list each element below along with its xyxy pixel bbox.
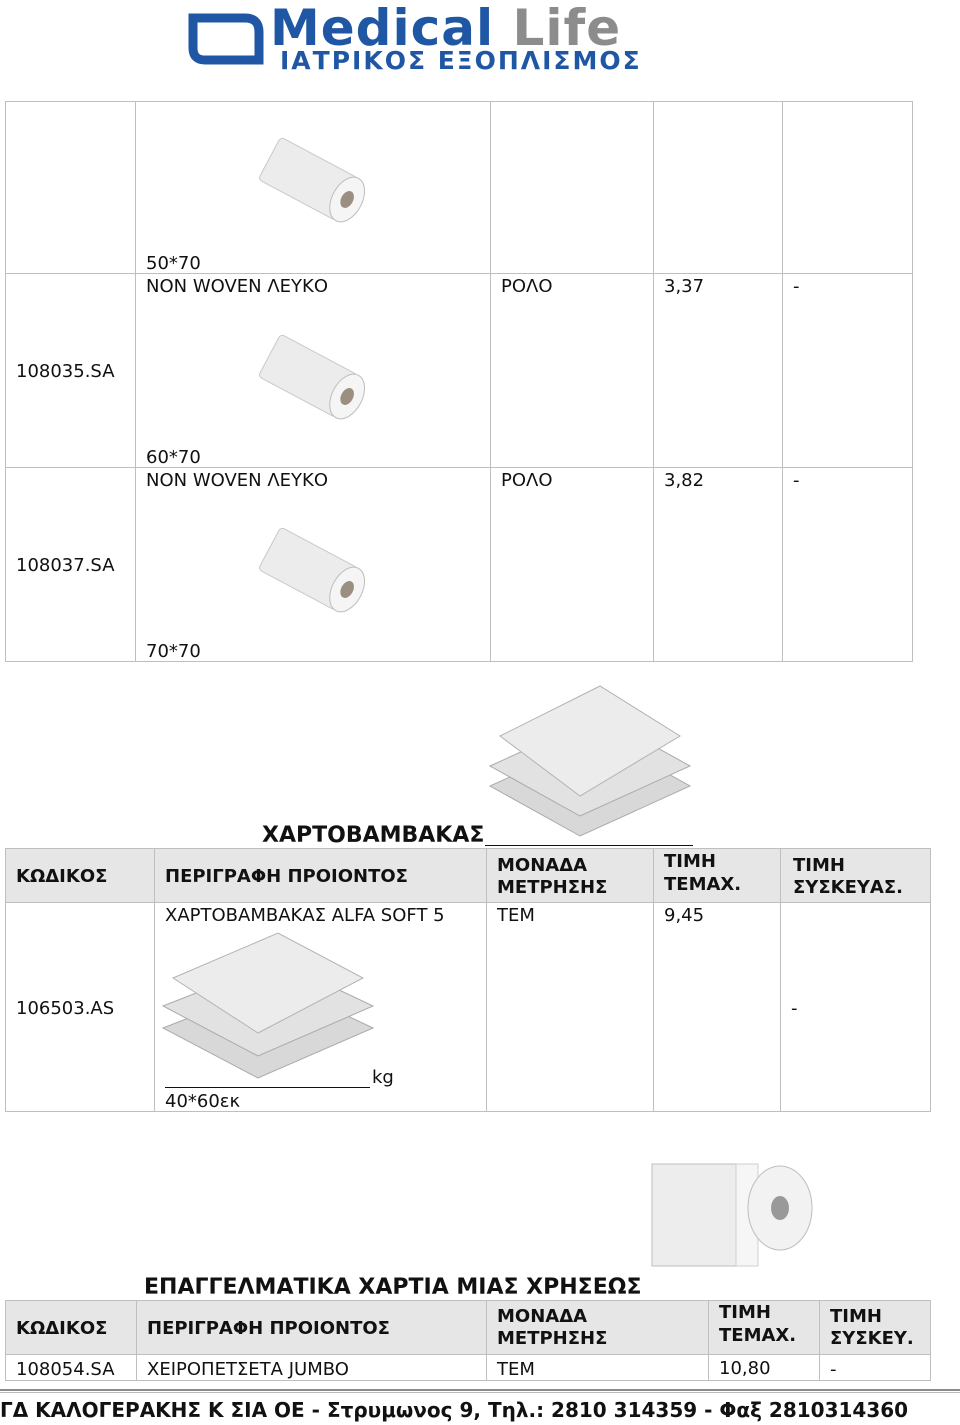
product-code: 108035.SA	[16, 361, 115, 382]
product-description: ΧΑΡΤΟΒΑΜΒΑΚΑΣ ALFA SOFT 5	[165, 905, 445, 926]
header-unit: ΜΕΤΡΗΣΗΣ	[497, 877, 608, 898]
header-unit-price: ΤΕΜΑΧ.	[719, 1325, 797, 1346]
header-code: ΚΩΔΙΚΟΣ	[16, 1318, 108, 1339]
package-price: -	[830, 1359, 837, 1380]
unit-price: 3,37	[664, 276, 705, 297]
product-size: 40*60εκ	[165, 1091, 241, 1112]
cotton-sheets-image	[158, 928, 378, 1083]
product-code: 108037.SA	[16, 555, 115, 576]
paper-roll-image	[255, 518, 373, 628]
package-price: -	[791, 998, 798, 1019]
header-package-price: ΤΙΜΗ	[793, 855, 845, 876]
paper-roll-image	[255, 128, 373, 238]
unit-of-measure: ΡΟΛΟ	[501, 276, 553, 297]
header-unit-price: ΤΙΜΗ	[664, 851, 716, 872]
unit-of-measure: ΤΕΜ	[497, 905, 535, 926]
section-title: ΧΑΡΤΟΒΑΜΒΑΚΑΣ	[262, 823, 485, 848]
paper-rolls-image	[648, 1158, 818, 1270]
product-code: 106503.AS	[16, 998, 115, 1019]
logo-word-life: Life	[512, 0, 622, 57]
unit-price: 10,80	[719, 1358, 771, 1379]
product-size: 50*70	[146, 253, 201, 274]
product-size: 70*70	[146, 641, 201, 662]
logo-word-medical: Medical	[270, 0, 495, 57]
logo-subtitle: ΙΑΤΡΙΚΟΣ ΕΞΟΠΛΙΣΜΟΣ	[280, 46, 642, 75]
header-unit-price: ΤΕΜΑΧ.	[664, 874, 742, 895]
product-description: NON WOVEN ΛΕΥΚΟ	[146, 470, 328, 491]
weight-unit: kg	[372, 1067, 394, 1088]
header-description: ΠΕΡΙΓΡΑΦΗ ΠΡΟΙΟΝΤΟΣ	[147, 1318, 390, 1339]
package-price: -	[793, 470, 800, 491]
product-code: 108054.SA	[16, 1359, 115, 1380]
header-unit: ΜΕΤΡΗΣΗΣ	[497, 1328, 608, 1349]
package-price: -	[793, 276, 800, 297]
header-unit: ΜΟΝΑΔΑ	[497, 1306, 588, 1327]
header-code: ΚΩΔΙΚΟΣ	[16, 866, 108, 887]
header-description: ΠΕΡΙΓΡΑΦΗ ΠΡΟΙΟΝΤΟΣ	[165, 866, 408, 887]
paper-roll-image	[255, 325, 373, 435]
unit-price: 3,82	[664, 470, 705, 491]
header-package-price: ΣΥΣΚΕΥΑΣ.	[793, 877, 903, 898]
header-package-price: ΣΥΣΚΕΥ.	[830, 1328, 914, 1349]
unit-of-measure: ΡΟΛΟ	[501, 470, 553, 491]
product-size: 60*70	[146, 447, 201, 468]
cotton-sheets-image	[480, 676, 700, 846]
product-description: NON WOVEN ΛΕΥΚΟ	[146, 276, 328, 297]
header-package-price: ΤΙΜΗ	[830, 1306, 882, 1327]
unit-price: 9,45	[664, 905, 705, 926]
unit-of-measure: ΤΕΜ	[497, 1359, 535, 1380]
footer-divider	[0, 1389, 960, 1391]
header-unit: ΜΟΝΑΔΑ	[497, 855, 588, 876]
logo-mark-icon	[185, 8, 265, 70]
header-unit-price: ΤΙΜΗ	[719, 1302, 771, 1323]
footer-company-info: ΓΔ ΚΑΛΟΓΕΡΑΚΗΣ Κ ΣΙΑ ΟΕ - Στρυμωνος 9, Τηλ.: 2810 314359 - Φαξ 2810314360	[0, 1398, 909, 1422]
section-title: ΕΠΑΓΓΕΛΜΑΤΙΚΑ ΧΑΡΤΙΑ ΜΙΑΣ ΧΡΗΣΕΩΣ	[144, 1275, 642, 1300]
product-description: ΧΕΙΡΟΠΕΤΣΕΤΑ JUMBO	[147, 1359, 349, 1380]
